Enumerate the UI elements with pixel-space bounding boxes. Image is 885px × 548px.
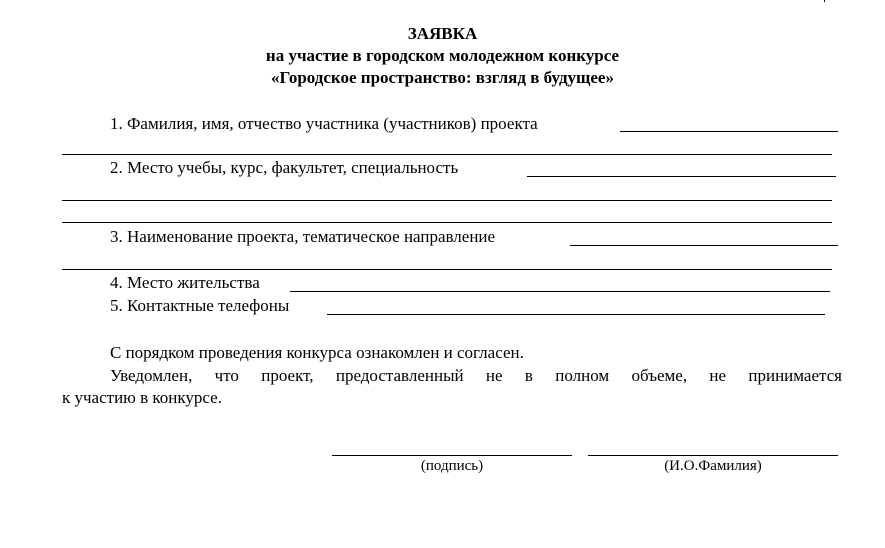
field-label-study: 2. Место учебы, курс, факультет, специальность [110, 158, 459, 177]
field-line-phones[interactable] [327, 314, 825, 315]
field-line-name[interactable] [620, 131, 838, 132]
field-line-study[interactable] [527, 176, 836, 177]
field-line-study-continued-2[interactable] [62, 222, 832, 223]
field-line-name-continued[interactable] [62, 154, 832, 155]
form-title: ЗАЯВКА [407, 24, 478, 43]
form-subtitle-2: «Городское пространство: взгляд в будущее» [271, 68, 614, 87]
page-corner-mark [818, 0, 825, 2]
agreement-line-3: к участию в конкурсе. [62, 388, 222, 407]
form-subtitle-1: на участие в городском молодежном конкурсе [265, 46, 620, 65]
field-label-residence: 4. Место жительства [110, 273, 260, 292]
signature-caption: (подпись) [420, 458, 484, 474]
agreement-paragraph [62, 365, 842, 409]
name-caption: (И.О.Фамилия) [664, 458, 762, 474]
field-label-name: 1. Фамилия, имя, отчество участника (участников) проекта [110, 114, 538, 133]
field-line-residence[interactable] [290, 291, 830, 292]
field-line-project-continued[interactable] [62, 269, 832, 270]
field-line-study-continued-1[interactable] [62, 200, 832, 201]
agreement-line-1: С порядком проведения конкурса ознакомлен и согласен. [110, 343, 524, 362]
agreement-line-2: Уведомлен, что проект, предоставленный не в полном объеме, не принимается [110, 366, 842, 385]
field-line-project[interactable] [570, 245, 838, 246]
field-label-phones: 5. Контактные телефоны [110, 296, 290, 315]
field-label-project: 3. Наименование проекта, тематическое направление [110, 227, 496, 246]
